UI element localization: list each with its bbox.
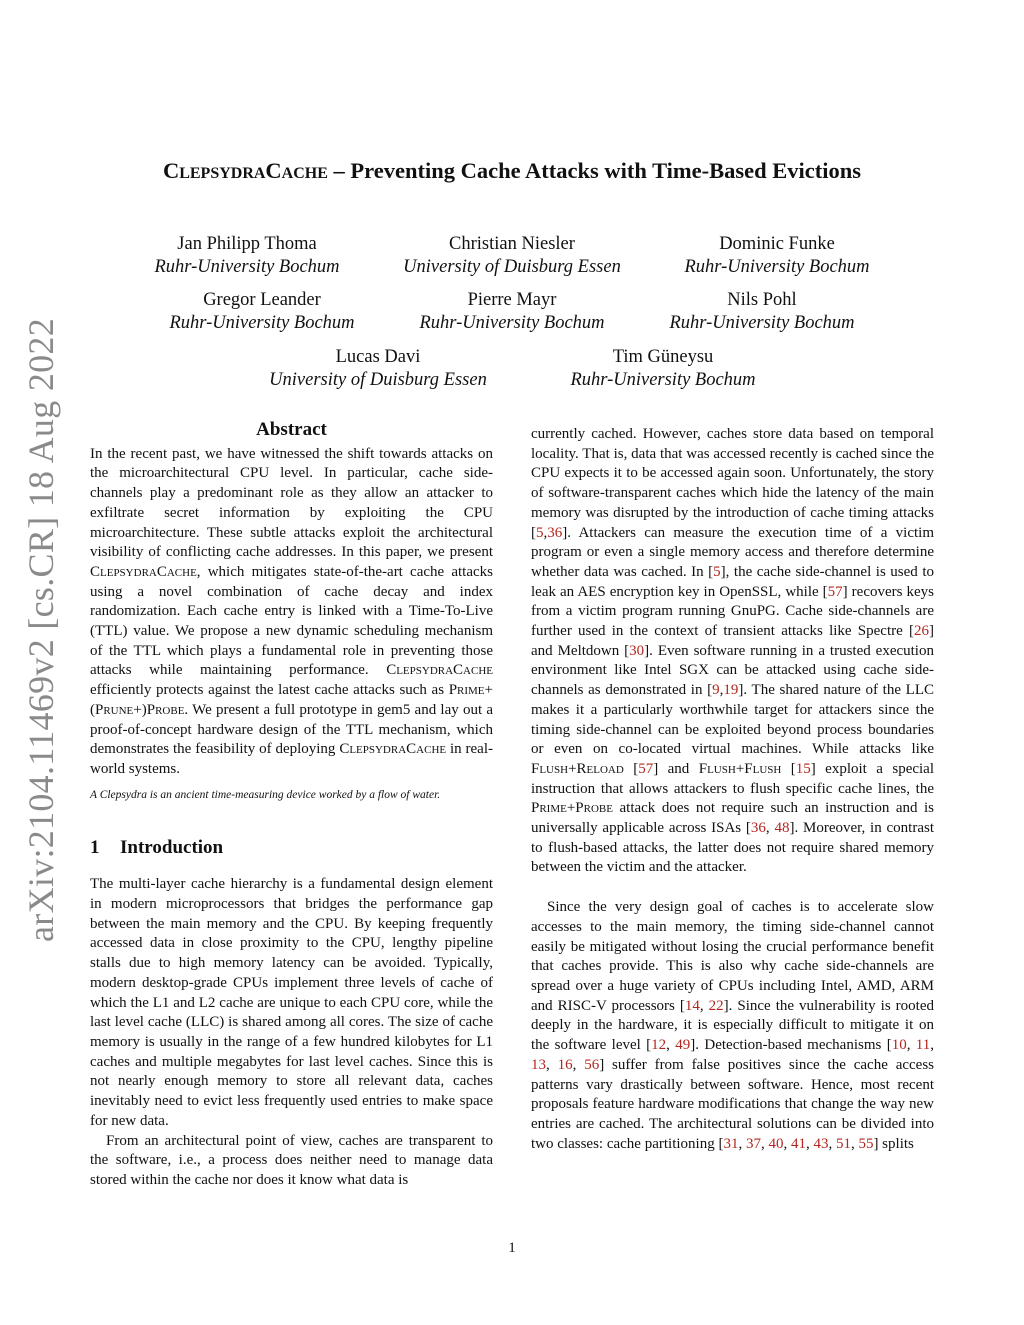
author-block xyxy=(97,233,397,279)
author-name: Lucas Davi xyxy=(335,347,421,367)
paper-title xyxy=(0,158,1024,184)
title-brand: ClepsydraCache xyxy=(162,158,328,183)
author-affiliation: Ruhr-University Bochum xyxy=(669,313,855,333)
citation-link[interactable]: 43 xyxy=(813,1135,829,1152)
citation-link[interactable]: 13 xyxy=(531,1056,546,1073)
citation-link[interactable]: 56 xyxy=(584,1056,600,1073)
author-block xyxy=(513,346,813,392)
author-block xyxy=(612,289,912,335)
author-affiliation: University of Duisburg Essen xyxy=(269,370,487,390)
citation-link[interactable]: 48 xyxy=(774,820,790,837)
author-affiliation: Ruhr-University Bochum xyxy=(169,313,355,333)
citation-link[interactable]: 49 xyxy=(675,1037,691,1054)
author-name: Tim Güneysu xyxy=(612,347,714,367)
page-number: 1 xyxy=(508,1240,516,1256)
citation-link[interactable]: 12 xyxy=(651,1037,667,1054)
citation-link[interactable]: 51 xyxy=(835,1135,851,1152)
citation-link[interactable]: 22 xyxy=(708,997,724,1014)
abstract-heading: Abstract xyxy=(256,419,327,440)
citation-link[interactable]: 57 xyxy=(638,760,654,777)
citation-link[interactable]: 19 xyxy=(723,682,739,699)
citation-link[interactable]: 5 xyxy=(536,524,544,541)
title-rest: – Preventing Cache Attacks with Time-Based Evictions xyxy=(327,158,862,183)
citation-link[interactable]: 41 xyxy=(790,1135,806,1152)
citation-link[interactable]: 37 xyxy=(745,1135,761,1152)
author-affiliation: Ruhr-University Bochum xyxy=(570,370,756,390)
intro-paragraph: The multi-layer cache hierarchy is a fundamental design element in modern microprocessors that bridges the performance gap between the main memory and the CPU. By keeping frequently accessed data in close proximity to the CPU, lengthy pipeline stalls due to high memory latency can be avoided. Typically, modern desktop-grade CPUs implement three levels of cache of which the L1 and L2 cache are unique to each CPU core, while the last level cache (LLC) is shared among all cores. The size of cache memory is usually in the range of a few hundred kilobytes for L1 caches and multiple megabytes for last level caches. Since this is not nearly enough memory to store all relevant data, caches inevitably need to evict less frequently used entries to make space for new data. xyxy=(90,876,493,1129)
citation-link[interactable]: 11 xyxy=(915,1037,931,1054)
citation-link[interactable]: 36 xyxy=(547,524,563,541)
citation-link[interactable]: 16 xyxy=(557,1056,573,1073)
author-name: Jan Philipp Thoma xyxy=(177,234,317,254)
citation-link[interactable]: 10 xyxy=(891,1037,907,1054)
citation-link[interactable]: 26 xyxy=(914,623,929,640)
author-name: Nils Pohl xyxy=(727,290,797,310)
left-column xyxy=(90,420,493,1191)
citation-link[interactable]: 9 xyxy=(712,682,720,699)
author-block xyxy=(228,346,528,392)
intro-paragraph: From an architectural point of view, caches are transparent to the software, i.e., a process does neither need to manage data stored within the cache nor does it know what data is xyxy=(90,1132,493,1188)
author-block xyxy=(627,233,927,279)
right-column xyxy=(531,425,934,1154)
body-paragraph: Since the very design goal of caches is to accelerate slow accesses to the main memory, the timing side-channel cannot easily be mitigated without losing the crucial performance benefit that caches provide. This is also why cache side-channels are spread over a huge variety of CPUs including Intel, AMD, ARM and RISC-V processors [14, 22]. Since the vulnerability is rooted deeply in the hardware, it is especially difficult to mitigate it on the software level [12, 49]. Detection-based mechanisms [10, 11, 13, 16, 56] suffer from false positives since the cache access patterns vary drastically between software. Hence, most recent proposals feature hardware modifications that change the way new entries are cached. The architectural solutions can be divided into two classes: cache partitioning [31, 37, 40, 41, 43, 51, 55] splits xyxy=(531,899,934,1152)
citation-link[interactable]: 40 xyxy=(768,1135,784,1152)
title-footnote: A Clepsydra is an ancient time-measuring device worked by a flow of water. xyxy=(90,788,441,801)
citation-link[interactable]: 15 xyxy=(795,760,811,777)
citation-link[interactable]: 57 xyxy=(827,583,843,600)
citation-link[interactable]: 5 xyxy=(713,563,721,580)
citation-link[interactable]: 14 xyxy=(684,997,700,1014)
author-name: Dominic Funke xyxy=(719,234,835,254)
body-paragraph: currently cached. However, caches store data based on temporal locality. That is, data that was accessed recently is cached since the CPU expects it to be accessed again soon. Unfortunately, the story of software-transparent caches which hide the latency of the main memory was disrupted by the introduction of cache timing attacks [5,36]. Attackers can measure the execution time of a victim program or even a single memory access and therefore determine whether data was cached. In [5], the cache side-channel is used to leak an AES encryption key in OpenSSL, while [57] recovers keys from a victim program running GnuPG. Cache side-channels are further used in the context of transient attacks like Spectre [26] and Meltdown [30]. Even software running in a trusted execution environment like Intel SGX can be attacked using cache side-channels as demonstrated in [9,19]. The shared nature of the LLC makes it a particularly worthwhile target for attackers since the timing side-channel can be exploited beyond process boundaries or even on co-located virtual machines. While attacks like Flush+Reload [57] and Flush+Flush [15] exploit a special instruction that allows attackers to flush specific cache lines, the Prime+Probe attack does not require such an instruction and is universally applicable across ISAs [36, 48]. Moreover, in contrast to flush-based attacks, the latter does not require shared memory between the victim and the attacker. xyxy=(531,426,935,876)
citation-link[interactable]: 31 xyxy=(723,1135,739,1152)
author-name: Christian Niesler xyxy=(449,234,575,254)
author-affiliation: Ruhr-University Bochum xyxy=(154,257,340,277)
author-affiliation: Ruhr-University Bochum xyxy=(419,313,605,333)
author-affiliation: University of Duisburg Essen xyxy=(403,257,621,277)
author-name: Pierre Mayr xyxy=(467,290,557,310)
citation-link[interactable]: 36 xyxy=(750,820,766,837)
section-heading-introduction: 1 Introduction xyxy=(90,836,224,858)
citation-link[interactable]: 55 xyxy=(858,1135,874,1152)
author-affiliation: Ruhr-University Bochum xyxy=(684,257,870,277)
citation-link[interactable]: 30 xyxy=(629,642,645,659)
author-block xyxy=(362,233,662,279)
abstract-text: In the recent past, we have witnessed the shift towards attacks on the microarchitectural CPU level. In particular, cache side-channels play a predominant role as they allow an attacker to exfiltrate secret information by exploiting the CPU microarchitecture. These subtle attacks exploit the architectural visibility of conflicting cache addresses. In this paper, we present ClepsydraCache, which mitigates state-of-the-art cache attacks using a novel combination of cache decay and index randomization. Each cache entry is linked with a Time-To-Live (TTL) value. We propose a new dynamic scheduling mechanism of the TTL which plays a fundamental role in preventing those attacks while maintaining performance. ClepsydraCache efficiently protects against the latest cache attacks such as Prime+(Prune+)Probe. We present a full prototype in gem5 and lay out a proof-of-concept hardware design of the TTL mechanism, which demonstrates the feasibility of deploying ClepsydraCache in real-world systems. xyxy=(90,445,493,777)
arxiv-identifier: arXiv:2104.11469v2 [cs.CR] 18 Aug 2022 xyxy=(21,317,61,942)
author-name: Gregor Leander xyxy=(203,290,321,310)
